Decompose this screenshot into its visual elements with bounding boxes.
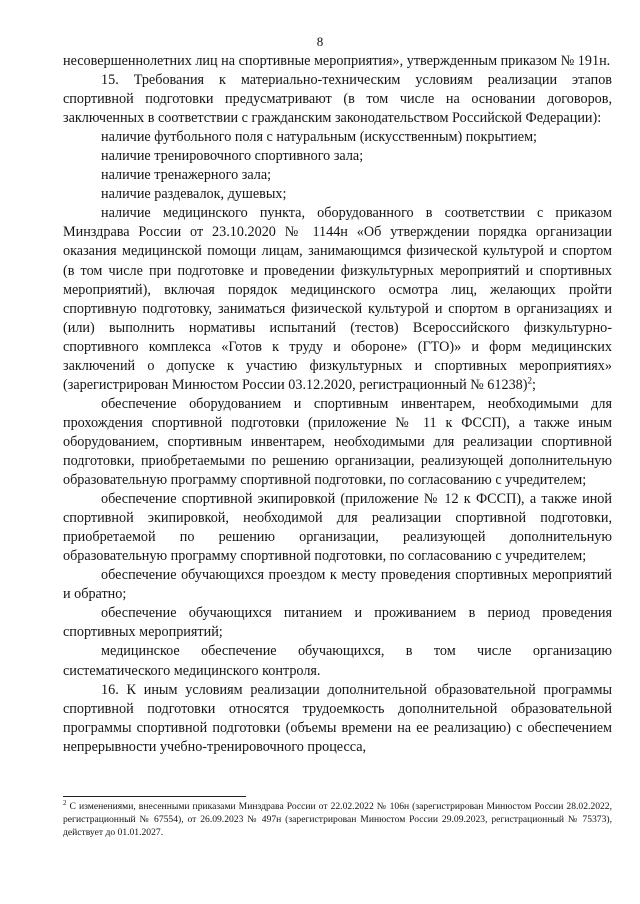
requirement-sports-gear: обеспечение спортивной экипировкой (приложение № 12 к ФССП), а также иной спортивной экипировкой, необходимой для реализации спортивной подготовки, приобретаемой по решению организации, реализующей дополнительную образовательную программу спортивной подготовки, по согласованию с учредителем;: [63, 491, 612, 565]
requirement-locker-rooms: наличие раздевалок, душевых;: [101, 186, 287, 203]
requirement-medical-point: [63, 204, 612, 394]
requirement-gym: наличие тренажерного зала;: [101, 167, 272, 184]
requirement-equipment: обеспечение оборудованием и спортивным инвентарем, необходимыми для прохождения спортивной подготовки (приложение № 11 к ФССП), а также иным оборудованием, спортивным инвентарем, необходимыми для реализации спортивной подготовки, приобретаемыми по решению организации, реализующей дополнительную образовательную программу спортивной подготовки, по согласованию с учредителем;: [63, 395, 612, 489]
requirement-sports-hall: наличие тренировочного спортивного зала;: [101, 148, 364, 165]
footnote-mark: 2: [63, 798, 67, 807]
document-body: [63, 52, 612, 757]
footnote: [63, 800, 612, 839]
paragraph-item-16: 16. К иным условиям реализации дополнительной образовательной программы спортивной подготовки относятся трудоемкость дополнительной образовательной программы спортивной подготовки (объемы времени на ее реализацию) с обеспечением непрерывности учебно-тренировочного процесса,: [63, 681, 612, 755]
medical-point-text: наличие медицинского пункта, оборудованного в соответствии с приказом Минздрава России от 23.10.2020 № 1144н «Об утверждении порядка организации оказания медицинской помощи лицам, занимающимся физической культурой и спортом (в том числе при подготовке и проведении физкультурных мероприятий и спортивных мероприятий), включая порядок медицинского осмотра лиц, желающих пройти спортивную подготовку, заниматься физической культурой и спортом в организациях и (или) выполнить нормативы испытаний (тестов) Всероссийского физкультурно-спортивного комплекса «Готов к труду и обороне» (ГТО)» и форм медицинских заключений о допуске к участию физкультурных и спортивных мероприятиях» (зарегистрирован Минюстом России 03.12.2020, регистрационный № 61238): [63, 205, 612, 393]
requirement-medical-support: медицинское обеспечение обучающихся, в том числе организацию систематического медицинского контроля.: [63, 643, 612, 679]
footnote-divider: [63, 796, 246, 797]
paragraph-item-15: 15. Требования к материально-техническим условиям реализации этапов спортивной подготовки предусматривают (в том числе на основании договоров, заключенных в соответствии с гражданским законодательством Российской Федерации):: [63, 72, 612, 127]
requirement-food-accommodation: обеспечение обучающихся питанием и проживанием в период проведения спортивных мероприятий;: [63, 605, 612, 641]
footnote-reference: 2: [527, 375, 533, 386]
requirement-football-field: наличие футбольного поля с натуральным (искусственным) покрытием;: [101, 129, 537, 146]
page-number: 8: [316, 34, 324, 49]
footnote-text: С изменениями, внесенными приказами Минздрава России от 22.02.2022 № 106н (зарегистрирован Минюстом России 28.02.2022, регистрационный № 67554), от 26.09.2023 № 497н (зарегистрирован Минюстом России 29.09.2023, регистрационный № 75373), действует до 01.01.2027.: [63, 801, 612, 838]
footnote-reference-suffix: ;: [532, 376, 536, 393]
requirement-transport: обеспечение обучающихся проездом к месту проведения спортивных мероприятий и обратно;: [63, 567, 612, 603]
paragraph-continuation: несовершеннолетних лиц на спортивные мероприятия», утвержденным приказом № 191н.: [63, 53, 611, 69]
